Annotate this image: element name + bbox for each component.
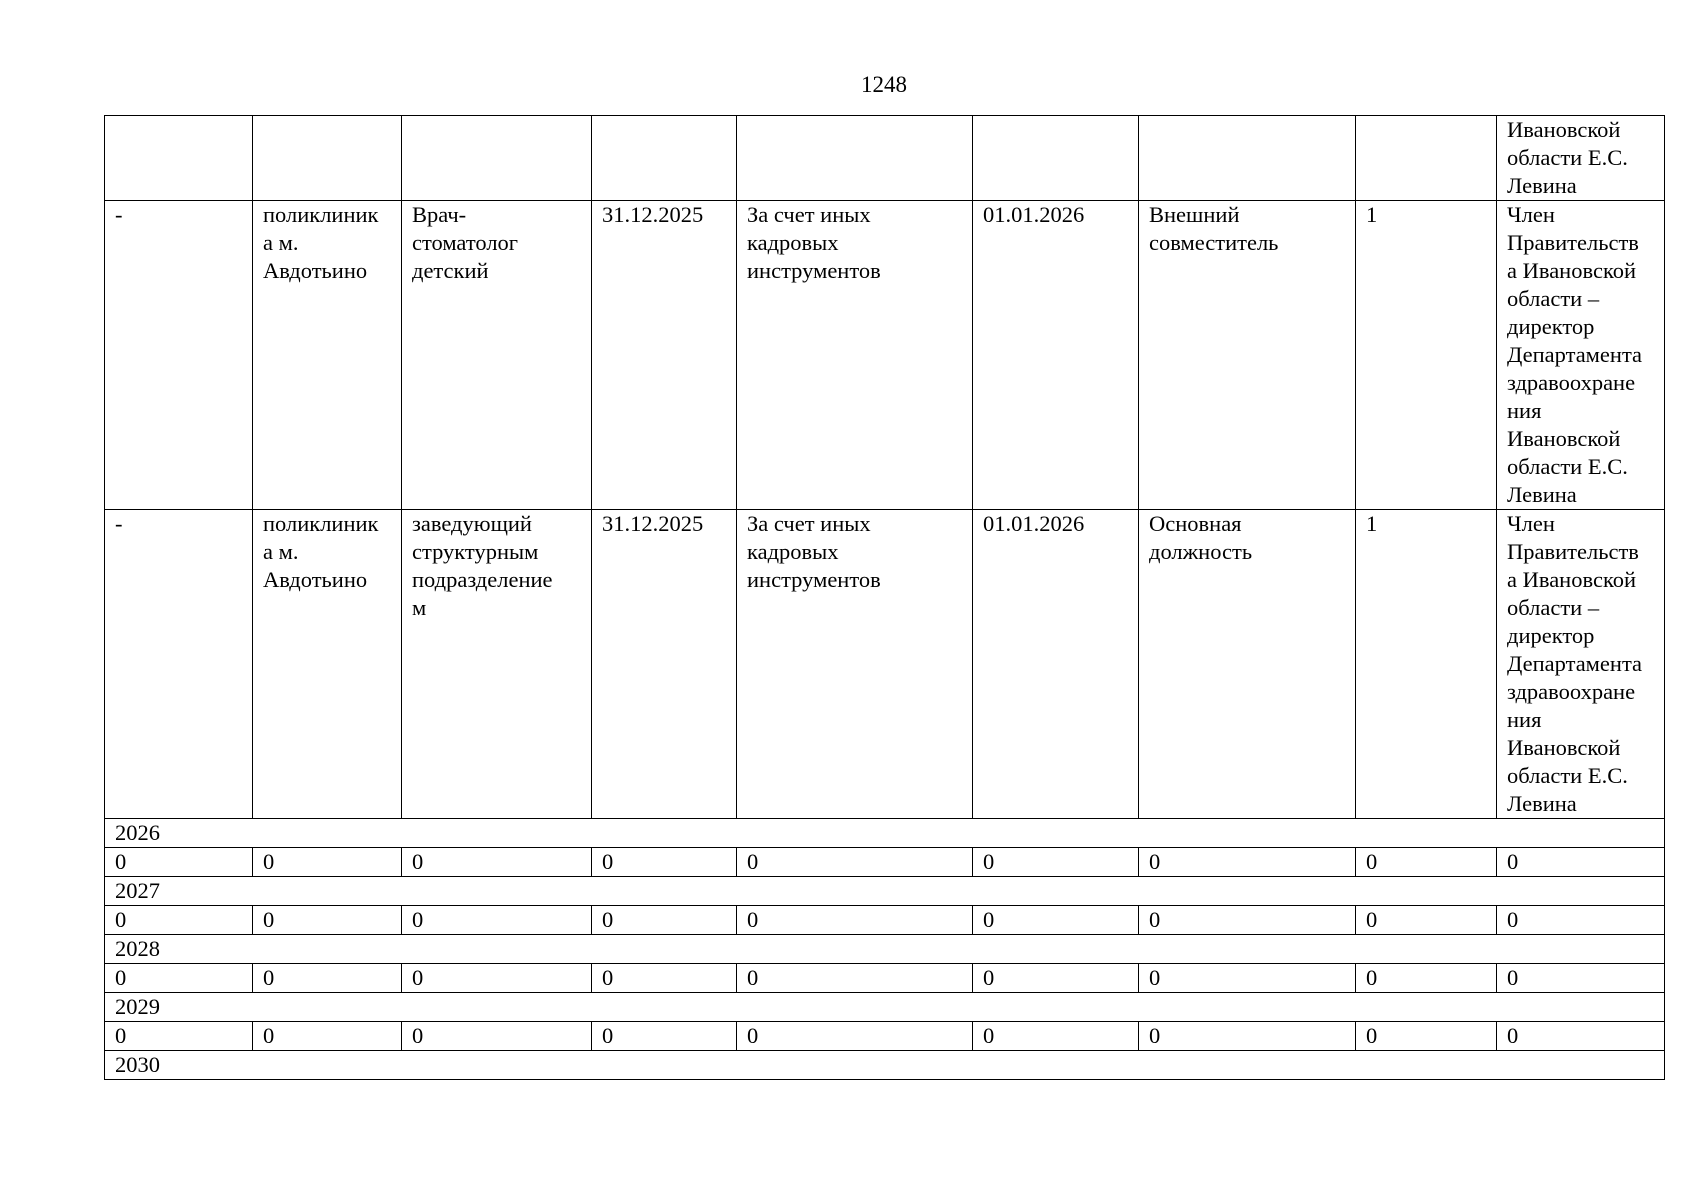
cell-line: директор [1507, 314, 1595, 339]
value-cell: 0 [592, 964, 737, 993]
table-row [105, 201, 1665, 510]
values-row [105, 848, 1665, 877]
cell-count: 1 [1356, 510, 1497, 819]
cell-line: области – [1507, 595, 1600, 620]
year-row [105, 935, 1665, 964]
cell-line: Основная [1149, 511, 1242, 536]
value-cell: 0 [1139, 964, 1356, 993]
value-cell: 0 [402, 848, 592, 877]
cell-line: области Е.С. [1507, 145, 1628, 170]
cell-source [737, 510, 973, 819]
value-cell: 0 [1139, 848, 1356, 877]
cell-date-end: 31.12.2025 [592, 201, 737, 510]
value-cell: 0 [253, 964, 402, 993]
cell-line: м [412, 595, 427, 620]
value-cell: 0 [973, 964, 1139, 993]
value-cell: 0 [253, 906, 402, 935]
value-cell: 0 [1139, 1022, 1356, 1051]
cell-line: инструментов [747, 258, 881, 283]
value-cell: 0 [253, 1022, 402, 1051]
cell-line: Ивановской [1507, 735, 1621, 760]
cell-line: стоматолог [412, 230, 519, 255]
year-row [105, 1051, 1665, 1080]
value-cell: 0 [1356, 1022, 1497, 1051]
value-cell: 0 [1356, 964, 1497, 993]
value-cell: 0 [105, 906, 253, 935]
value-cell: 0 [592, 906, 737, 935]
cell-date-end: 31.12.2025 [592, 510, 737, 819]
year-label: 2029 [105, 993, 1665, 1022]
cell-line: ния [1507, 398, 1542, 423]
cell-responsible [1497, 116, 1665, 201]
cell-line: области – [1507, 286, 1600, 311]
cell-line: За счет иных [747, 202, 871, 227]
cell-empty [105, 116, 253, 201]
cell-line: Авдотьино [263, 567, 368, 592]
cell-date-start: 01.01.2026 [973, 510, 1139, 819]
cell-dash: - [105, 510, 253, 819]
cell-line: здравоохране [1507, 370, 1636, 395]
cell-source [737, 201, 973, 510]
staffing-table [104, 115, 1665, 1080]
cell-line: Член [1507, 511, 1555, 536]
year-label: 2030 [105, 1051, 1665, 1080]
value-cell: 0 [973, 848, 1139, 877]
cell-line: а м. [263, 539, 299, 564]
cell-line: поликлиник [263, 202, 379, 227]
cell-line: совместитель [1149, 230, 1279, 255]
value-cell: 0 [253, 848, 402, 877]
year-label: 2026 [105, 819, 1665, 848]
table-row [105, 510, 1665, 819]
cell-line: должность [1149, 539, 1253, 564]
values-row [105, 906, 1665, 935]
cell-line: За счет иных [747, 511, 871, 536]
cell-empty [1139, 116, 1356, 201]
value-cell: 0 [737, 906, 973, 935]
cell-employment-type [1139, 201, 1356, 510]
cell-line: структурным [412, 539, 539, 564]
year-row [105, 819, 1665, 848]
cell-line: Врач- [412, 202, 467, 227]
values-row [105, 964, 1665, 993]
cell-empty [737, 116, 973, 201]
value-cell: 0 [105, 848, 253, 877]
year-row [105, 877, 1665, 906]
value-cell: 0 [737, 964, 973, 993]
cell-line: детский [412, 258, 489, 283]
cell-line: директор [1507, 623, 1595, 648]
value-cell: 0 [592, 1022, 737, 1051]
value-cell: 0 [1497, 848, 1665, 877]
value-cell: 0 [402, 964, 592, 993]
cell-line: а м. [263, 230, 299, 255]
cell-empty [973, 116, 1139, 201]
cell-responsible [1497, 201, 1665, 510]
cell-line: Департамента [1507, 342, 1643, 367]
cell-line: а Ивановской [1507, 567, 1637, 592]
cell-empty [592, 116, 737, 201]
cell-position [402, 201, 592, 510]
cell-line: Правительств [1507, 539, 1639, 564]
page-number: 1248 [861, 72, 907, 97]
cell-line: Авдотьино [263, 258, 368, 283]
value-cell: 0 [973, 1022, 1139, 1051]
cell-line: Ивановской [1507, 117, 1621, 142]
cell-dash: - [105, 201, 253, 510]
cell-employment-type [1139, 510, 1356, 819]
value-cell: 0 [1356, 906, 1497, 935]
cell-line: заведующий [412, 511, 532, 536]
cell-date-start: 01.01.2026 [973, 201, 1139, 510]
cell-line: Левина [1507, 482, 1577, 507]
cell-responsible [1497, 510, 1665, 819]
cell-line: области Е.С. [1507, 763, 1628, 788]
cell-line: Департамента [1507, 651, 1643, 676]
cell-line: Левина [1507, 173, 1577, 198]
cell-line: Левина [1507, 791, 1577, 816]
value-cell: 0 [105, 1022, 253, 1051]
cell-empty [1356, 116, 1497, 201]
cell-line: Ивановской [1507, 426, 1621, 451]
cell-line: кадровых [747, 539, 839, 564]
cell-line: Внешний [1149, 202, 1240, 227]
cell-unit [253, 201, 402, 510]
cell-line: Член [1507, 202, 1555, 227]
value-cell: 0 [1356, 848, 1497, 877]
cell-line: здравоохране [1507, 679, 1636, 704]
value-cell: 0 [402, 906, 592, 935]
cell-line: кадровых [747, 230, 839, 255]
year-label: 2028 [105, 935, 1665, 964]
cell-count: 1 [1356, 201, 1497, 510]
cell-line: Правительств [1507, 230, 1639, 255]
value-cell: 0 [592, 848, 737, 877]
year-label: 2027 [105, 877, 1665, 906]
cell-line: а Ивановской [1507, 258, 1637, 283]
cell-empty [253, 116, 402, 201]
cell-line: подразделение [412, 567, 553, 592]
values-row [105, 1022, 1665, 1051]
value-cell: 0 [973, 906, 1139, 935]
cell-line: поликлиник [263, 511, 379, 536]
cell-line: области Е.С. [1507, 454, 1628, 479]
cell-position [402, 510, 592, 819]
cell-line: инструментов [747, 567, 881, 592]
year-row [105, 993, 1665, 1022]
value-cell: 0 [1139, 906, 1356, 935]
value-cell: 0 [1497, 906, 1665, 935]
value-cell: 0 [1497, 1022, 1665, 1051]
cell-line: ния [1507, 707, 1542, 732]
value-cell: 0 [402, 1022, 592, 1051]
cell-empty [402, 116, 592, 201]
value-cell: 0 [1497, 964, 1665, 993]
value-cell: 0 [737, 1022, 973, 1051]
table-row-continuation [105, 116, 1665, 201]
table-body [105, 116, 1665, 1080]
value-cell: 0 [737, 848, 973, 877]
value-cell: 0 [105, 964, 253, 993]
cell-unit [253, 510, 402, 819]
